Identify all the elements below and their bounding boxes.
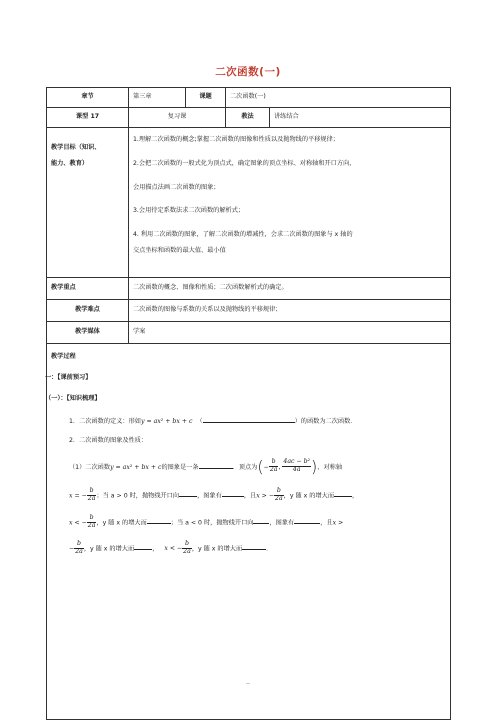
line4-text-a: − (69, 545, 75, 553)
answer-blank[interactable] (134, 543, 152, 550)
goal-item: 2.会把二次函数的一般式化为顶点式，确定图象的顶点坐标、对称轴和开口方向， (133, 159, 356, 167)
goals-content (129, 128, 451, 278)
answer-blank[interactable] (203, 416, 295, 423)
answer-blank[interactable] (294, 517, 320, 524)
line2-text-d: ，且 (243, 492, 257, 500)
line3-text-d: ，图象有 (269, 519, 295, 527)
line4 (69, 541, 272, 556)
goals-label-line1: 教学目标（知识、 (51, 144, 101, 151)
vertex-y-fraction: $\frac{\text{4ac − b²}}{4a}$ (283, 458, 311, 474)
line2-text-c: ，图象有 (197, 492, 222, 500)
lesson-plan-table (46, 87, 451, 720)
line1-text-c: ．顶点为 (232, 463, 258, 471)
line1-text-a: （1）二次函数 (69, 463, 111, 471)
key-points-row (47, 278, 451, 300)
line1-text-d: ，对称轴 (317, 463, 343, 471)
difficulties-label: 教学难点 (47, 300, 129, 322)
axis-fraction: $\frac{b}{2a}$ (87, 487, 96, 502)
line3-text-c: ；当 a < 0 时，抛物线开口向 (170, 519, 254, 527)
line2-text-f: ，y 随 x 的增大而 (283, 492, 335, 500)
goal-item: 会用描点法画二次函数的图象； (133, 183, 220, 191)
process-heading: 教学过程 (51, 353, 76, 360)
header-row-1 (47, 88, 451, 108)
chapter-label: 章节 (47, 88, 129, 108)
line4-text-f: ． (266, 545, 273, 553)
chapter-value: 第三章 (129, 88, 186, 108)
method-value: 讲练结合 (270, 108, 451, 128)
line2-text-g: ， (352, 492, 359, 500)
key-points-label: 教学重点 (47, 278, 129, 300)
process-row (47, 344, 451, 720)
line2-text-a: x = − (69, 492, 87, 500)
line2-text-e: x > − (256, 492, 275, 500)
item1-text-b: （ (196, 418, 203, 425)
line2-text-b: ；当 a > 0 时，抛物线开口向 (96, 492, 180, 500)
line1: （1）二次函数y = ax² + bx + c的图象是一条 ．顶点为(− $\frac{b}{2a}$ , $\frac{\text{4ac − b²}}{4a}$ )，对称轴 (69, 457, 343, 476)
condition-fraction: $\frac{b}{2a}$ (87, 514, 96, 529)
line1-formula: y = ax² + bx + c (110, 463, 162, 471)
key-points-value: 二次函数的概念、图像和性质；二次函数解析式的确定。 (129, 278, 451, 300)
item2-line: 2．二次函数的图象及性质： (69, 437, 148, 444)
line3-text-b: ，y 随 x 的增大而 (96, 519, 147, 527)
goals-label (47, 128, 129, 278)
header-row-2 (47, 108, 451, 128)
line3-text-e: ，且 (320, 519, 333, 527)
answer-blank[interactable] (242, 543, 266, 550)
media-value: 学案 (129, 322, 451, 344)
goal-item: 3.会用待定系数法求二次函数的解析式； (133, 207, 245, 215)
line2 (69, 488, 358, 503)
answer-blank[interactable] (147, 517, 171, 524)
answer-blank[interactable] (199, 462, 233, 469)
item1-text-a: 1．二次函数的定义：形如 (69, 418, 141, 425)
line3-text-a: x < − (69, 519, 87, 527)
answer-blank[interactable] (222, 490, 244, 497)
subsection-knowledge: （一）：【知识梳理】 (45, 395, 101, 402)
goal-item: 1.理解二次函数的概念;掌握二次函数的图像和性质以及抛物线的平移规律； (133, 136, 339, 143)
item1-formula: y = ax² + bx + c (141, 418, 193, 425)
line3 (69, 515, 343, 530)
media-label: 教学媒体 (47, 322, 129, 344)
line4-text-e: ，y 随 x 的增大而 (191, 545, 243, 553)
lesson-type-label: 课型 17 (47, 108, 129, 128)
section-preview: 一：【课前预习】 (45, 374, 92, 381)
condition-fraction: $\frac{b}{2a}$ (183, 540, 191, 555)
media-row (47, 322, 451, 344)
line3-text-f: x > (332, 519, 344, 527)
item1-text-c: ）的函数为二次函数． (294, 418, 357, 425)
answer-blank[interactable] (179, 490, 197, 497)
goal-item: 交点坐标和函数的最大值、最小值 (133, 246, 226, 254)
line4-text-d: x < − (164, 545, 183, 553)
line4-text-c: ， (152, 545, 159, 553)
topic-value: 二次函数(一) (226, 88, 451, 108)
process-cell (47, 344, 451, 720)
difficulties-value: 二次函数的图像与系数的关系以及抛物线的平移规律； (129, 300, 451, 322)
vertex-x-fraction: $\frac{b}{2a}$ (269, 458, 278, 474)
goals-label-line2: 能力、教育） (51, 160, 89, 168)
answer-blank[interactable] (334, 490, 352, 497)
difficulties-row (47, 300, 451, 322)
line4-text-b: ，y 随 x 的增大而 (83, 545, 135, 553)
page-title: 二次函数(一) (215, 66, 281, 78)
line1-text-b: 的图象是一条 (161, 463, 199, 471)
condition-fraction: $\frac{b}{2a}$ (75, 540, 83, 555)
lesson-type-value: 复习课 (129, 108, 226, 128)
goals-row (47, 128, 451, 278)
condition-fraction: $\frac{b}{2a}$ (275, 487, 283, 502)
method-label: 教法 (226, 108, 270, 128)
goal-item: 4. 利用二次函数的图象，了解二次函数的增减性，会求二次函数的图象与 x 轴的 (133, 231, 353, 239)
answer-blank[interactable] (253, 517, 269, 524)
process-content (47, 344, 450, 719)
topic-label: 课题 (186, 88, 226, 108)
page-footer-mark (246, 683, 250, 684)
item1-line (69, 416, 357, 426)
